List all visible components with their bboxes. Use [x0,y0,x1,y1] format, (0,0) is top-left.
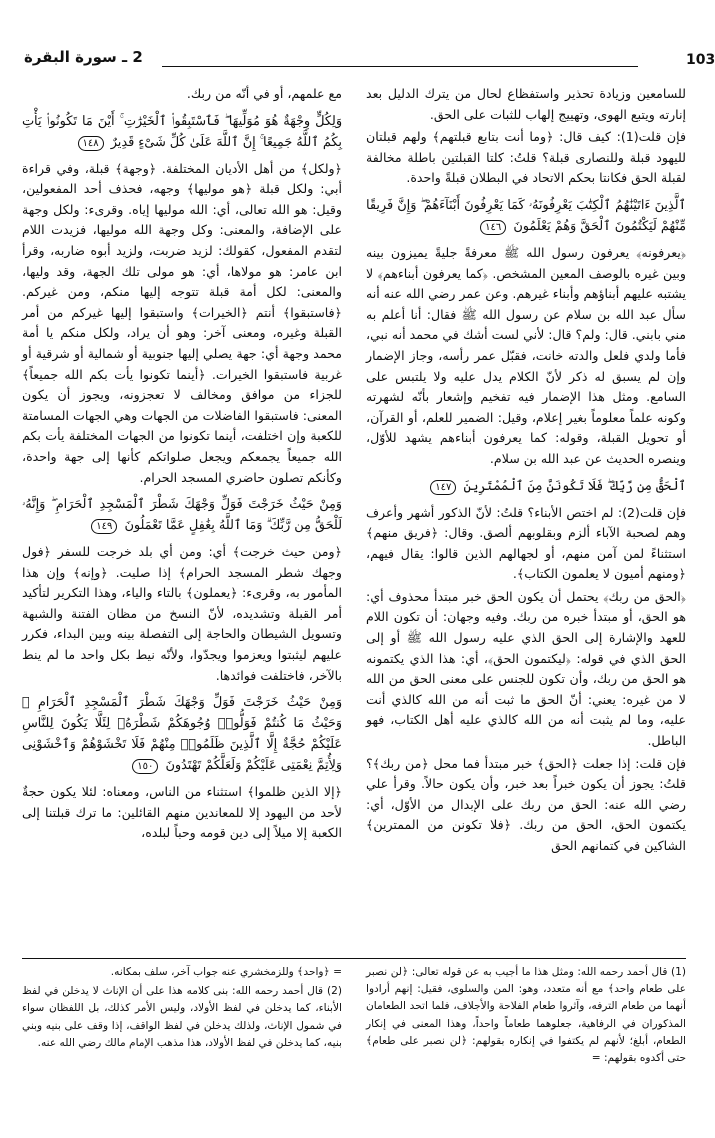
verse-text: وَلِكُلٍّ وِجْهَةٌ هُوَ مُوَلِّيهَا ۖ فَٱسْتَبِقُوا۟ ٱلْخَيْرَٰتِ ۚ أَيْنَ مَا تَكُونُوا۟ يَأْتِ بِكُمُ ٱللَّهُ جَمِيعًا ۚ إِنَّ ٱللَّهَ عَلَىٰ كُلِّ شَىْءٍ قَدِيرٌ [22,113,342,150]
paragraph: ﴿يعرفونه﴾ يعرفون رسول الله ﷺ معرفةً جليةً يميزون بينه وبين غيره بالوصف المعين المشخص. ﴿كما يعرفون أبناءهم﴾ لا يشتبه عليهم أبناؤهم وأبناء غيرهم. وعن عمر رضي الله عنه أنه سأل عبد الله بن سلام عن رسول الله ﷺ فقال: أنا أعلم به مني بابني. قال: ولم؟ قال: لأني لست أشك في محمد أنه نبي، فأما ولدي فلعل والدته خانت، فقبّل عمر رأسه، وجاز الإضمار وإن لم يسبق له ذكر لأنّ الكلام يدل عليه ولا يلتبس على السامع. ومثل هذا الإضمار فيه تفخيم وإشعار بأنّه لشهرته وكونه علماً معلوماً بغير إعلام، وقيل: الضمير للعلم، أو القرآن، أو تحويل القبلة، وقوله: كما يعرفون أبناءهم يشهد للأوّل، وينصره الحديث عن عبد الله بن سلام. [366,244,686,466]
paragraph: ﴿ومن حيث خرجت﴾ أي: ومن أي بلد خرجت للسفر ﴿فول وجهك شطر المسجد الحرام﴾ إذا صليت. ﴿وإنه﴾ وإن هذا المأمور به، وقرىء: ﴿يعملون﴾ بالتاء والياء، وهذا التكرير لتأكيد أمر القبلة وتشديده، لأنّ النسخ من مظان الفتنة والشبهة وتسويل الشيطان والحاجة إلى التفصلة بينه وبين البداء، فكرر عليهم ليثبتوا ويعزموا ويجدّوا، ولأنّه نيط بكل واحد ما لم ينط بالآخر، فاختلفت فوائدها. [22,544,342,683]
right-column [366,84,686,859]
paragraph: مع علمهم، أو في أنّه من ربك. [186,86,342,101]
paragraph: ﴿إلا الذين ظلموا﴾ استثناء من الناس، ومعناه: لئلا يكون حجةٌ لأحد من اليهود إلا للمعاندين منهم القائلين: ما ترك قبلتنا إلى الكعبة إلا ميلاً إلى دين قومه وحباً لبلده، [22,784,342,841]
paragraph: ﴿ولكل﴾ من أهل الأديان المختلفة. ﴿وجهة﴾ قبلة، وفي قراءة أبي: ولكل قبلة ﴿هو موليها﴾ وجهه، فحذف أحد المفعولين، وقيل: هو الله تعالى، أي: الله موليها إياه. وقرىء: ولكل وجهة على الإضافة، والمعنى: وكل وجهة الله موليها، فزيدت اللام لتقدم المفعول، كقولك: لزيد ضربت، ولزيد أبوه ضاربه، وقرأ ابن عامر: هو مولاها، أي: هو مولى تلك الجهة، وقد وليها، والمعنى: لكل أمة قبلة تتوجه إليها منكم، ومن غيركم. ﴿فاستبقوا﴾ أنتم ﴿الخيرات﴾ واستبقوا إليها غيركم من أمر القبلة وغيره، ومعنى آخر: وهو أن يراد، ولكل منكم يا أمة محمد وجهة أي: جهة يصلي إليها جنوبية أو شمالية أو شرقية أو غربية فاستبقوا الخيرات. ﴿أينما تكونوا يأت بكم الله جميعاً﴾ للجزاء من موافق ومخالف لا تعجزونه، ويجوز أن يكون المعنى: فاستبقوا الفاضلات من الجهات وهي الجهات المسامتة للكعبة وإن اختلفت، أينما تكونوا من الجهات المختلفة يأت بكم الله جميعاً يجمعكم ويجعل صلواتكم كأنها إلى جهة واحدة، وكأنكم تصلون حاضري المسجد الحرام. [22,160,342,485]
surah-title: 2 ـ سورة البقرة [24,48,143,66]
verse-text: ٱلْحَقُّ مِن رَّبِّكَ ۖ فَلَا تَكُونَنَّ مِنَ ٱلْمُمْتَرِينَ [463,478,686,494]
quran-verse [22,494,342,536]
paragraph: فإن قلت(2): لم اختص الأبناء؟ قلتُ: لأنّ الذكور أشهر وأعرف وهم لصحبة الآباء ألزم وبقلوبهم ألصق. وقال: ﴿فريق منهم﴾ استثناءً لمن آمن منهم، أو لجهالهم الذين قالوا: يقال فيهم، ﴿ومنهم أميون لا يعلمون الكتاب﴾. [366,504,687,582]
verse-number: ١٤٧ [430,480,456,495]
quran-verse [366,195,686,237]
paragraph: فإن قلت: إذا جعلت ﴿الحق﴾ خبر مبتدأ فما محل ﴿من ربك﴾؟ قلتُ: يجوز أن يكون خبراً بعد خبر، وأن يكون حالاً. وقرأ علي رضي الله عنه: الحق من ربك على الإبدال من الأوّل، أي: يكتمون الحق، الحق من ربك. ﴿فلا تكونن من الممترين﴾ الشاكين في كتمانهم الحق [366,755,686,853]
footnotes-right [366,964,686,1069]
page-number: 103 [686,52,715,68]
footnote-rule [22,958,686,959]
verse-text: وَمِنْ حَيْثُ خَرَجْتَ فَوَلِّ وَجْهَكَ شَطْرَ ٱلْمَسْجِدِ ٱلْحَرَامِ ۖ وَإِنَّهُۥ لَلْحَقُّ مِن رَّبِّكَ ۗ وَمَا ٱللَّهُ بِغَٰفِلٍ عَمَّا تَعْمَلُونَ [22,497,342,534]
footnote: = ﴿واحد﴾ وللزمخشري عنه جواب آخر، سلف بمكانه. [110,966,342,978]
footnote: (1) قال أحمد رحمه الله: ومثل هذا ما أجيب به عن قوله تعالى: ﴿لن نصبر على طعام واحد﴾ مع أنه متعدد، وهو: المن والسلوى، فقيل: إنهم أرادوا أنهما من طعام الترفه، وآثروا طعام الفلاحة والأجلاف، فلما اتحد الطعامان المذكوران في الرفاهية، جعلوهما طعاماً واحداً، وهذا المعنى في إنكار الطعام، أبلغ؛ لأنهم لم يكتفوا في إنكاره بقولهم: ﴿لن نصبر على طعام﴾ حتى أكدوه بقولهم: = [366,966,686,1065]
verse-text: وَمِنْ حَيْثُ خَرَجْتَ فَوَلِّ وَجْهَكَ شَطْرَ ٱلْمَسْجِدِ ٱلْحَرَامِ ۚ وَحَيْثُ مَا كُنتُمْ فَوَلُّوا۟ وُجُوهَكُمْ شَطْرَهُۥ لِئَلَّا يَكُونَ لِلنَّاسِ عَلَيْكُمْ حُجَّةٌ إِلَّا ٱلَّذِينَ ظَلَمُوا۟ مِنْهُمْ فَلَا تَخْشَوْهُمْ وَٱخْشَوْنِى وَلِأُتِمَّ نِعْمَتِى عَلَيْكُمْ وَلَعَلَّكُمْ تَهْتَدُونَ [22,695,342,774]
footnotes-left [22,964,342,1054]
verse-number: ١٤٨ [78,136,104,151]
paragraph: ﴿الحق من ربك﴾ يحتمل أن يكون الحق خبر مبتدأ محذوف أي: هو الحق، أو مبتدأ خبره من ربك. وفيه وجهان: أن تكون اللام للعهد والإشارة إلى الحق الذي عليه رسول الله ﷺ أو إلى الحق الذي في قوله: ﴿ليكتمون الحق﴾، أي: هذا الذي يكتمونه هو الحق من ربك، وأن تكون للجنس على معنى الحق من الله لا من غيره: يعني: أنّ الحق ما ثبت أنه من الله كالذي أنت عليه، وما لم يثبت أنه من الله كالذي عليه أهل الكتاب، فهو الباطل. [366,588,686,749]
paragraph: فإن قلت(1): كيف قال: ﴿وما أنت بتابع قبلتهم﴾ ولهم قبلتان لليهود قبلة وللنصارى قبلة؟ قلتُ: كلتا القبلتين باطلة مخالفة لقبلة الحق فكانتا بحكم الاتحاد في البطلان قبلةً واحدة. [366,129,686,186]
verse-number: ١٥٠ [132,759,158,774]
quran-verse [22,111,342,153]
verse-text: ٱلَّذِينَ ءَاتَيْنَٰهُمُ ٱلْكِتَٰبَ يَعْرِفُونَهُۥ كَمَا يَعْرِفُونَ أَبْنَآءَهُمْ ۖ وَإِنَّ فَرِيقًا مِّنْهُمْ لَيَكْتُمُونَ ٱلْحَقَّ وَهُمْ يَعْلَمُونَ [366,197,686,234]
verse-number: ١٤٦ [480,220,506,235]
page-header [22,44,715,72]
quran-verse [366,476,686,497]
paragraph: للسامعين وزيادة تحذير واستفظاع لحال من يترك الدليل بعد إنارته ويتبع الهوى، وتهييج إلهاب للثبات على الحق. [366,86,686,122]
left-column [22,84,342,846]
quran-verse [22,692,342,776]
footnote: (2) قال أحمد رحمه الله: بنى كلامه هذا على أن الإناث لا يدخلن في لفظ الأبناء، كما يدخلن في لفظ الأولاد، وليس الأمر كذلك، بل اللفظان سواء في شمول الإناث، ولذلك يدخلن في لفظ الواقف، إذا وقف على بنيه وبني بنيه، كما يدخلن في لفظ الأولاد، هذا مذهب الإمام مالك رضي الله عنه. [22,985,342,1049]
verse-number: ١٤٩ [91,519,117,534]
header-rule [162,66,638,67]
